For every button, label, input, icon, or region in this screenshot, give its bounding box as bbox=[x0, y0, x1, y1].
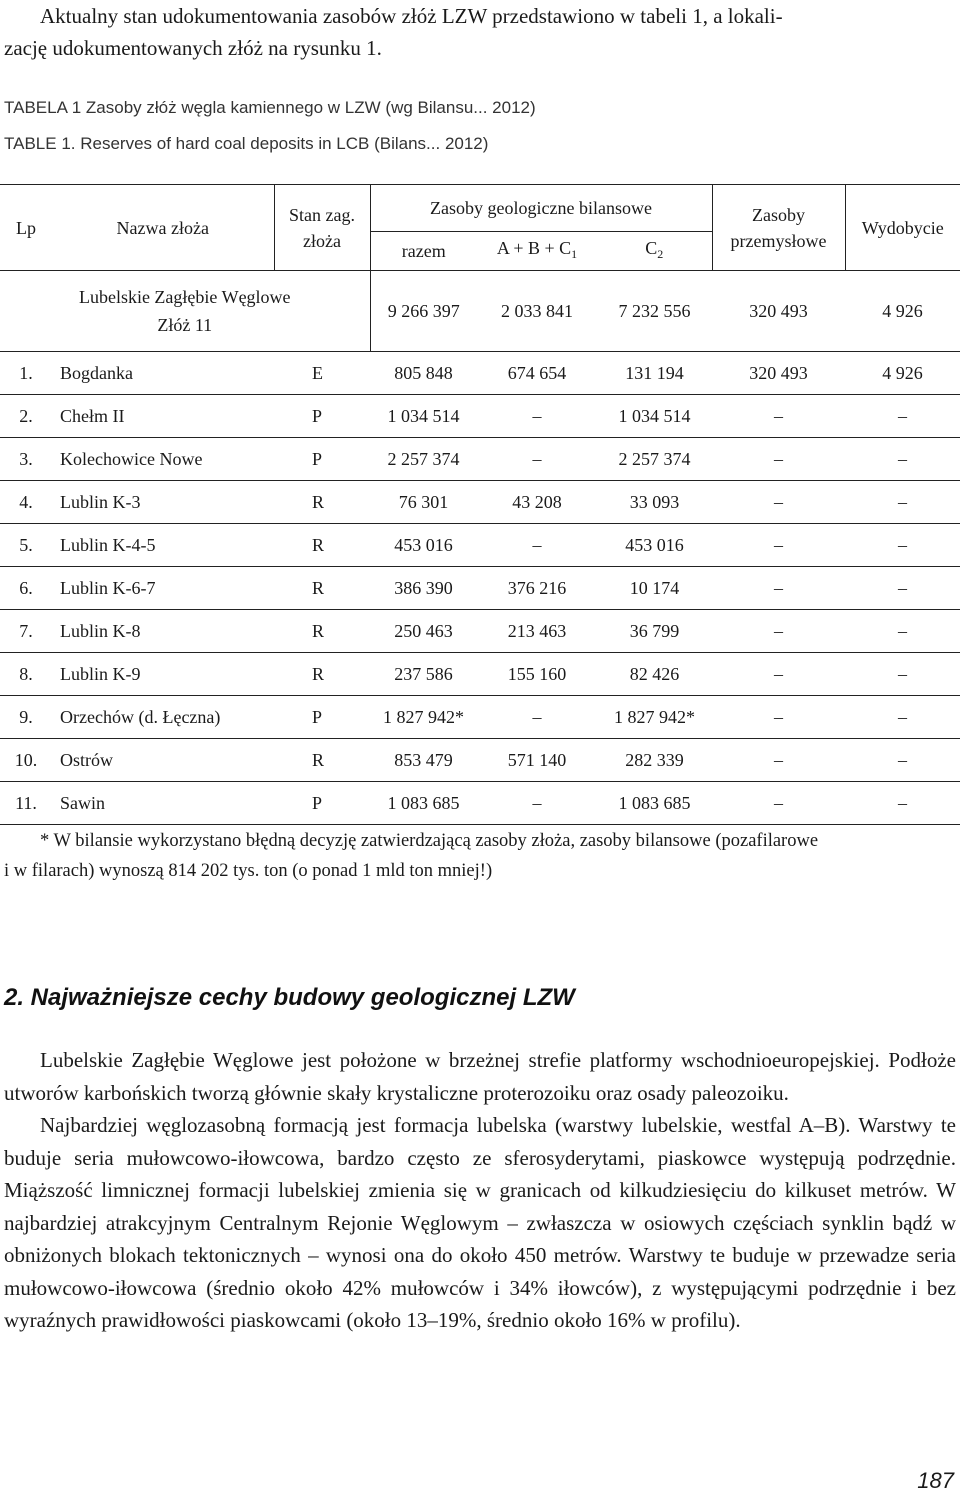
row-lp: 5. bbox=[0, 524, 52, 567]
summary-name-line2: Złóż 11 bbox=[157, 315, 213, 335]
row-c2: 10 174 bbox=[597, 567, 712, 610]
header-name: Nazwa złoża bbox=[52, 185, 274, 271]
table-row bbox=[0, 653, 960, 696]
row-wydobycie: – bbox=[845, 696, 960, 739]
row-wydobycie: – bbox=[845, 653, 960, 696]
row-stan: P bbox=[274, 782, 370, 825]
header-c2 bbox=[597, 232, 712, 271]
row-razem: 805 848 bbox=[370, 352, 477, 395]
row-stan: E bbox=[274, 352, 370, 395]
header-razem: razem bbox=[370, 232, 477, 271]
table-row bbox=[0, 782, 960, 825]
row-abc1: – bbox=[477, 782, 597, 825]
table-row bbox=[0, 739, 960, 782]
row-c2: 33 093 bbox=[597, 481, 712, 524]
row-lp: 10. bbox=[0, 739, 52, 782]
page-number: 187 bbox=[917, 1468, 954, 1493]
row-przemyslowe: – bbox=[712, 653, 845, 696]
table-caption-en: TABLE 1. Reserves of hard coal deposits in LCB (Bilans... 2012) bbox=[4, 134, 489, 153]
header-stan-line1: Stan zag. bbox=[289, 204, 355, 225]
row-razem: 76 301 bbox=[370, 481, 477, 524]
row-wydobycie: – bbox=[845, 567, 960, 610]
row-lp: 2. bbox=[0, 395, 52, 438]
row-abc1: – bbox=[477, 696, 597, 739]
row-abc1: 155 160 bbox=[477, 653, 597, 696]
row-lp: 8. bbox=[0, 653, 52, 696]
row-razem: 237 586 bbox=[370, 653, 477, 696]
row-stan: P bbox=[274, 438, 370, 481]
row-lp: 11. bbox=[0, 782, 52, 825]
row-name: Lublin K-4-5 bbox=[52, 524, 274, 567]
row-c2: 82 426 bbox=[597, 653, 712, 696]
row-abc1: – bbox=[477, 524, 597, 567]
row-przemyslowe: – bbox=[712, 524, 845, 567]
row-lp: 6. bbox=[0, 567, 52, 610]
row-c2: 1 827 942* bbox=[597, 696, 712, 739]
row-stan: R bbox=[274, 524, 370, 567]
row-razem: 1 827 942* bbox=[370, 696, 477, 739]
row-stan: R bbox=[274, 481, 370, 524]
row-name: Kolechowice Nowe bbox=[52, 438, 274, 481]
intro-line-1: Aktualny stan udokumentowania zasobów złóż LZW przedstawiono w tabeli 1, a lokali- bbox=[40, 4, 783, 28]
row-razem: 853 479 bbox=[370, 739, 477, 782]
table-caption-pl: TABELA 1 Zasoby złóż węgla kamiennego w LZW (wg Bilansu... 2012) bbox=[4, 98, 536, 117]
header-wydobycie: Wydobycie bbox=[845, 185, 960, 271]
header-przem-line2: przemysłowe bbox=[730, 230, 827, 251]
row-name: Lublin K-3 bbox=[52, 481, 274, 524]
row-lp: 4. bbox=[0, 481, 52, 524]
header-przemyslowe bbox=[712, 185, 845, 271]
row-przemyslowe: – bbox=[712, 696, 845, 739]
header-c2-base: C bbox=[645, 238, 658, 258]
table-row bbox=[0, 438, 960, 481]
summary-wydobycie: 4 926 bbox=[845, 271, 960, 352]
summary-c2: 7 232 556 bbox=[597, 271, 712, 352]
row-c2: 131 194 bbox=[597, 352, 712, 395]
row-abc1: 213 463 bbox=[477, 610, 597, 653]
body-paragraph-1: Lubelskie Zagłębie Węglowe jest położone w brzeżnej strefie platformy wschodnioeuropejskiej. Podłoże utworów karbońskich tworzą głównie skały krystaliczne proterozoiku oraz osady paleozoiku. bbox=[4, 1048, 956, 1105]
header-stan-line2: złoża bbox=[303, 230, 341, 251]
footnote-line-1: * W bilansie wykorzystano błędną decyzję zatwierdzającą zasoby złoża, zasoby bilansowe (pozafilarowe bbox=[40, 831, 819, 851]
row-przemyslowe: – bbox=[712, 395, 845, 438]
row-c2: 2 257 374 bbox=[597, 438, 712, 481]
header-geo-group: Zasoby geologiczne bilansowe bbox=[370, 185, 712, 232]
row-wydobycie: – bbox=[845, 739, 960, 782]
row-lp: 3. bbox=[0, 438, 52, 481]
row-c2: 282 339 bbox=[597, 739, 712, 782]
row-razem: 453 016 bbox=[370, 524, 477, 567]
summary-przemyslowe: 320 493 bbox=[712, 271, 845, 352]
row-przemyslowe: – bbox=[712, 739, 845, 782]
row-stan: P bbox=[274, 395, 370, 438]
row-abc1: – bbox=[477, 438, 597, 481]
row-stan: R bbox=[274, 739, 370, 782]
row-abc1: – bbox=[477, 395, 597, 438]
body-paragraph-2: Najbardziej węglozasobną formacją jest formacja lubelska (warstwy lubelskie, westfal A–B). Warstwy te buduje seria mułowcowo-iłowcowa, bardzo często ze sferosyderytami, piaskowce występują podrzędnie. Miąższość limnicznej formacji lubelskiej zmienia się w granicach od kilkudziesięciu do kilkuset metrów. W najbardziej atrakcyjnym Centralnym Rejonie Węglowym – zwłaszcza w osiowych częściach synklin bądź w obniżonych blokach tektonicznych – wynosi ona do około 450 metrów. Warstwy te buduje w przewadze seria mułowcowo-iłowcowa (średnio około 42% mułowców i 34% iłowców), z występującymi podrzędnie i bez wyraźnych prawidłowości piaskowcami (około 13–19%, średnio około 16% w profilu). bbox=[4, 1113, 956, 1332]
header-przem-line1: Zasoby bbox=[752, 204, 805, 225]
row-c2: 453 016 bbox=[597, 524, 712, 567]
row-name: Sawin bbox=[52, 782, 274, 825]
row-abc1: 43 208 bbox=[477, 481, 597, 524]
row-przemyslowe: – bbox=[712, 567, 845, 610]
row-c2: 1 083 685 bbox=[597, 782, 712, 825]
row-abc1: 376 216 bbox=[477, 567, 597, 610]
header-lp: Lp bbox=[0, 185, 52, 271]
row-lp: 7. bbox=[0, 610, 52, 653]
row-name: Bogdanka bbox=[52, 352, 274, 395]
row-wydobycie: – bbox=[845, 524, 960, 567]
table-row bbox=[0, 395, 960, 438]
intro-line-2: zację udokumentowanych złóż na rysunku 1. bbox=[4, 36, 382, 60]
summary-name-line1: Lubelskie Zagłębie Węglowe bbox=[78, 287, 291, 307]
row-lp: 9. bbox=[0, 696, 52, 739]
row-name: Orzechów (d. Łęczna) bbox=[52, 696, 274, 739]
row-razem: 250 463 bbox=[370, 610, 477, 653]
row-stan: R bbox=[274, 567, 370, 610]
header-abc1 bbox=[477, 232, 597, 271]
header-stan bbox=[274, 185, 370, 271]
table-row bbox=[0, 696, 960, 739]
footnote bbox=[4, 826, 956, 886]
row-wydobycie: – bbox=[845, 782, 960, 825]
row-wydobycie: – bbox=[845, 481, 960, 524]
row-lp: 1. bbox=[0, 352, 52, 395]
header-abc1-base: A + B + C bbox=[496, 238, 572, 258]
row-c2: 36 799 bbox=[597, 610, 712, 653]
table-row bbox=[0, 481, 960, 524]
section-heading: 2. Najważniejsze cechy budowy geologicznej LZW bbox=[4, 984, 575, 1011]
row-stan: P bbox=[274, 696, 370, 739]
row-przemyslowe: – bbox=[712, 610, 845, 653]
row-name: Chełm II bbox=[52, 395, 274, 438]
intro-paragraph bbox=[4, 0, 956, 64]
row-name: Lublin K-9 bbox=[52, 653, 274, 696]
row-abc1: 571 140 bbox=[477, 739, 597, 782]
summary-name bbox=[0, 271, 370, 352]
row-przemyslowe: – bbox=[712, 782, 845, 825]
row-razem: 2 257 374 bbox=[370, 438, 477, 481]
row-stan: R bbox=[274, 610, 370, 653]
row-razem: 1 034 514 bbox=[370, 395, 477, 438]
table-row bbox=[0, 352, 960, 395]
reserves-table bbox=[0, 184, 960, 825]
table-row bbox=[0, 567, 960, 610]
row-stan: R bbox=[274, 653, 370, 696]
row-wydobycie: – bbox=[845, 395, 960, 438]
row-przemyslowe: – bbox=[712, 481, 845, 524]
row-abc1: 674 654 bbox=[477, 352, 597, 395]
row-przemyslowe: – bbox=[712, 438, 845, 481]
section-body bbox=[4, 1044, 956, 1337]
table-row bbox=[0, 610, 960, 653]
row-wydobycie: – bbox=[845, 610, 960, 653]
row-name: Lublin K-6-7 bbox=[52, 567, 274, 610]
footnote-line-2: i w filarach) wynoszą 814 202 tys. ton (o ponad 1 mld ton mniej!) bbox=[4, 861, 493, 881]
summary-abc1: 2 033 841 bbox=[477, 271, 597, 352]
row-wydobycie: 4 926 bbox=[845, 352, 960, 395]
row-name: Lublin K-8 bbox=[52, 610, 274, 653]
row-c2: 1 034 514 bbox=[597, 395, 712, 438]
row-przemyslowe: 320 493 bbox=[712, 352, 845, 395]
header-c2-sub: 2 bbox=[657, 247, 664, 261]
summary-razem: 9 266 397 bbox=[370, 271, 477, 352]
header-abc1-sub: 1 bbox=[571, 247, 578, 261]
row-razem: 1 083 685 bbox=[370, 782, 477, 825]
row-name: Ostrów bbox=[52, 739, 274, 782]
table-row bbox=[0, 524, 960, 567]
row-razem: 386 390 bbox=[370, 567, 477, 610]
row-wydobycie: – bbox=[845, 438, 960, 481]
